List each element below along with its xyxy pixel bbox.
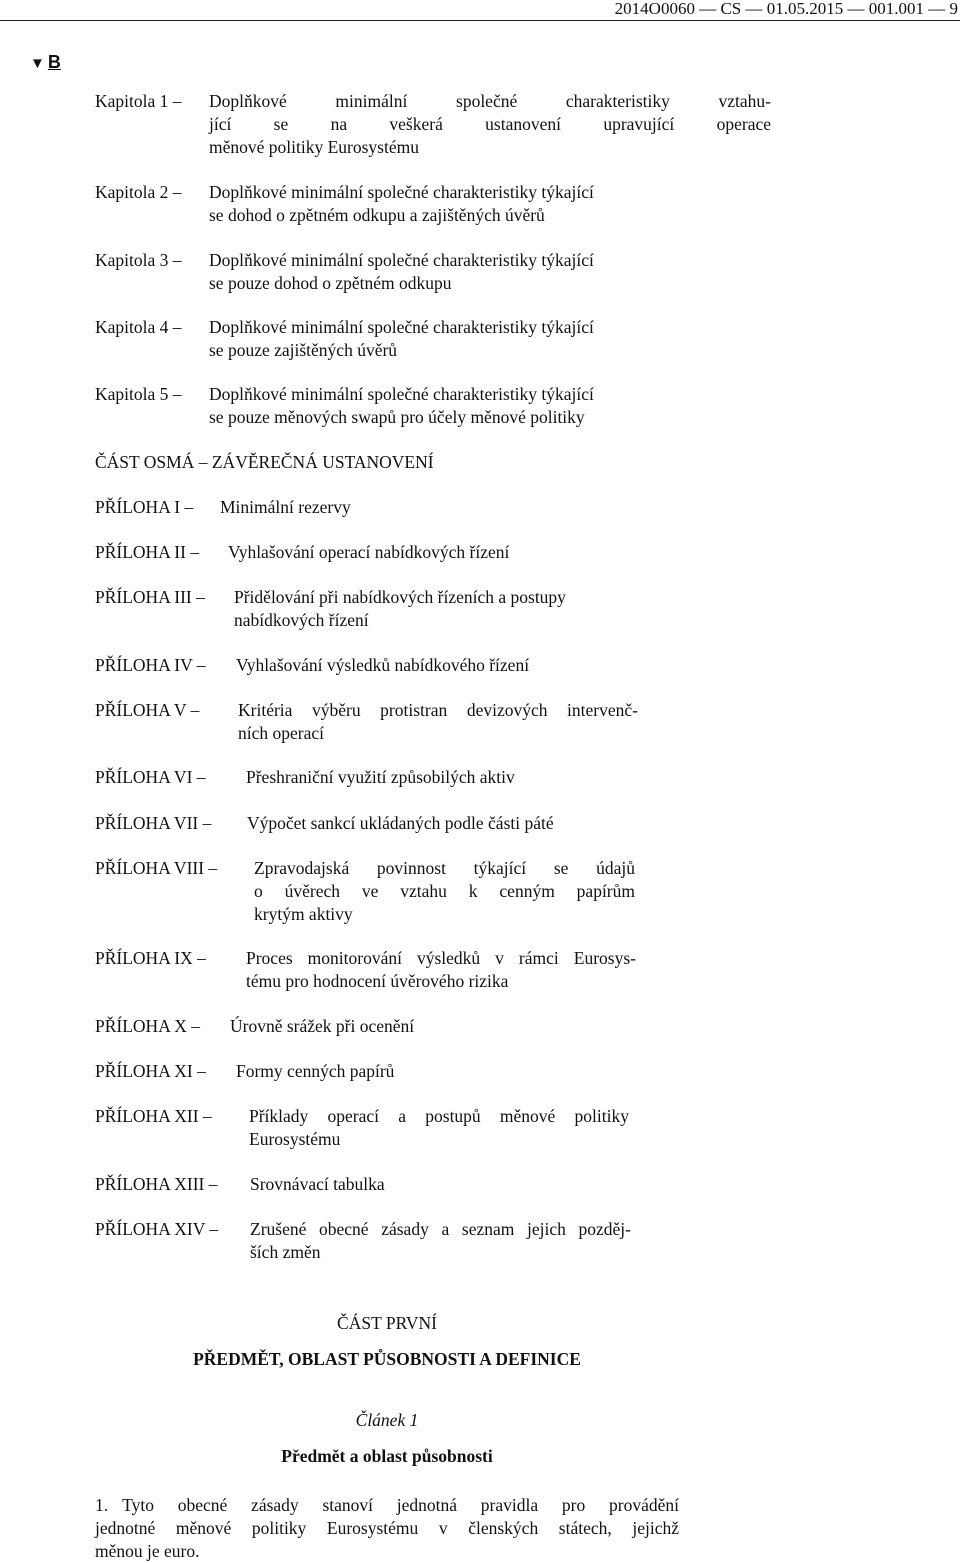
- annex-line: Formy cenných papírů: [236, 1061, 395, 1081]
- annex-label: PŘÍLOHA XIII –: [95, 1174, 218, 1194]
- article-paragraph: [95, 1494, 679, 1563]
- annex-line: nabídkových řízení: [234, 610, 369, 630]
- chapter-line: se pouze měnových swapů pro účely měnové politiky: [209, 407, 585, 427]
- running-header: [0, 0, 960, 21]
- part-eight-heading: ČÁST OSMÁ – ZÁVĚREČNÁ USTANOVENÍ: [95, 452, 434, 472]
- chapter-line: měnové politiky Eurosystému: [209, 137, 419, 157]
- header-text: 2014O0060 — CS — 01.05.2015 — 001.001 — 9: [614, 0, 958, 18]
- annex-line: ších změn: [250, 1242, 321, 1262]
- chapter-line: jící se na veškerá ustanovení upravující operace: [209, 114, 771, 134]
- paragraph-line: jednotné měnové politiky Eurosystému v členských státech, jejichž: [95, 1518, 679, 1538]
- part-subtitle: PŘEDMĚT, OBLAST PŮSOBNOSTI A DEFINICE: [193, 1349, 581, 1369]
- annex-label: PŘÍLOHA V –: [95, 700, 200, 720]
- article-title: Předmět a oblast působnosti: [281, 1446, 493, 1466]
- annex-line: ních operací: [238, 723, 324, 743]
- chapter-line: Doplňkové minimální společné charakteristiky týkající: [209, 182, 594, 202]
- annex-line: Kritéria výběru protistran devizových intervenč-: [238, 700, 638, 720]
- annex-line: Minimální rezervy: [220, 497, 351, 517]
- annex-label: PŘÍLOHA III –: [95, 587, 205, 607]
- marker-letter: B: [47, 52, 61, 72]
- annex-label: PŘÍLOHA XI –: [95, 1061, 206, 1081]
- annex-label: PŘÍLOHA IX –: [95, 948, 206, 968]
- annex-line: Zrušené obecné zásady a seznam jejich pozděj-: [250, 1219, 631, 1239]
- triangle-icon: ▼: [30, 55, 45, 72]
- chapter-line: se dohod o zpětném odkupu a zajištěných úvěrů: [209, 205, 545, 225]
- annex-label: PŘÍLOHA VIII –: [95, 858, 218, 878]
- annex-line: o úvěrech ve vztahu k cenným papírům: [254, 881, 635, 901]
- chapter-line: Doplňkové minimální společné charakteristiky týkající: [209, 317, 594, 337]
- chapter-line: se pouze zajištěných úvěrů: [209, 340, 398, 360]
- article-number: Článek 1: [355, 1410, 419, 1430]
- paragraph-first-line: [95, 1494, 679, 1517]
- chapter-label: Kapitola 4 –: [95, 317, 182, 337]
- annex-line: Přidělování při nabídkových řízeních a postupy: [234, 587, 566, 607]
- toc-part-eight: [95, 451, 434, 474]
- annex-line: Přeshraniční využití způsobilých aktiv: [246, 767, 515, 787]
- annex-label: PŘÍLOHA I –: [95, 497, 194, 517]
- annex-line: Zpravodajská povinnost týkající se údajů: [254, 858, 635, 878]
- annex-label: PŘÍLOHA XIV –: [95, 1219, 219, 1239]
- annex-label: PŘÍLOHA VI –: [95, 767, 206, 787]
- annex-line: Vyhlašování výsledků nabídkového řízení: [236, 655, 530, 675]
- chapter-label: Kapitola 1 –: [95, 91, 182, 111]
- annex-label: PŘÍLOHA IV –: [95, 655, 206, 675]
- annex-line: Úrovně srážek při ocenění: [230, 1016, 415, 1036]
- chapter-label: Kapitola 3 –: [95, 250, 182, 270]
- annex-label: PŘÍLOHA XII –: [95, 1106, 212, 1126]
- chapter-line: Doplňkové minimální společné charakteristiky týkající: [209, 384, 594, 404]
- paragraph-number: 1.: [95, 1495, 109, 1515]
- part-title: ČÁST PRVNÍ: [337, 1313, 437, 1333]
- chapter-line: Doplňkové minimální společné charakteristiky vztahu-: [209, 91, 771, 111]
- annex-line: krytým aktivy: [254, 904, 353, 924]
- annex-line: Vyhlašování operací nabídkových řízení: [228, 542, 510, 562]
- chapter-label: Kapitola 5 –: [95, 384, 182, 404]
- chapter-line: Doplňkové minimální společné charakteristiky týkající: [209, 250, 594, 270]
- amendment-marker: [30, 51, 61, 75]
- annex-line: Výpočet sankcí ukládaných podle části páté: [247, 813, 554, 833]
- annex-label: PŘÍLOHA II –: [95, 542, 200, 562]
- annex-line: Proces monitorování výsledků v rámci Eurosys-: [246, 948, 636, 968]
- paragraph-line: měnou je euro.: [95, 1541, 200, 1561]
- annex-line: Příklady operací a postupů měnové politiky: [249, 1106, 629, 1126]
- annex-line: tému pro hodnocení úvěrového rizika: [246, 971, 509, 991]
- annex-line: Eurosystému: [249, 1129, 341, 1149]
- chapter-label: Kapitola 2 –: [95, 182, 182, 202]
- annex-line: Srovnávací tabulka: [250, 1174, 385, 1194]
- annex-label: PŘÍLOHA X –: [95, 1016, 201, 1036]
- annex-label: PŘÍLOHA VII –: [95, 813, 212, 833]
- chapter-line: se pouze dohod o zpětném odkupu: [209, 273, 452, 293]
- paragraph-line: Tyto obecné zásady stanoví jednotná pravidla pro provádění: [122, 1495, 679, 1515]
